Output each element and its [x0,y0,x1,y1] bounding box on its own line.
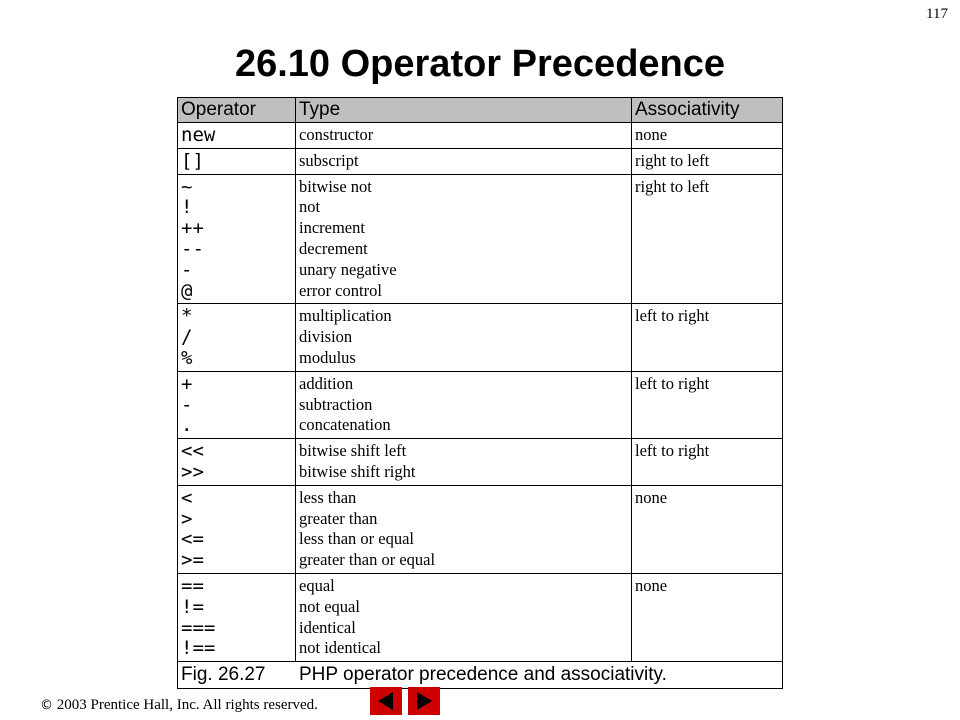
table-row [178,174,783,304]
page-number: 117 [926,6,948,22]
operator-symbol: ++ [181,217,204,240]
right-arrow-icon [408,687,440,715]
associativity-value: none [635,575,668,595]
operator-cell [178,439,296,486]
associativity-cell [632,123,783,149]
figure-caption-text: PHP operator precedence and associativity. [299,664,667,686]
copyright-text: 2003 Prentice Hall, Inc. All rights reserved. [56,697,318,713]
table-row [178,485,783,573]
table-row [178,439,783,486]
operator-symbol: -- [181,237,204,260]
slide-title: 26.10 Operator Precedence [234,43,726,85]
left-arrow-icon [370,687,402,715]
operator-type: bitwise not [299,176,372,196]
operator-symbol: / [181,326,193,349]
operator-symbol: !== [181,637,216,660]
operator-type: constructor [299,125,374,144]
associativity-cell [632,174,783,304]
previous-slide-button[interactable] [370,687,402,715]
associativity-value: left to right [635,306,710,326]
operator-symbol: % [181,346,193,369]
operator-cell [178,174,296,304]
operator-symbol: > [181,507,193,530]
associativity-cell [632,304,783,371]
associativity-value: right to left [635,150,710,170]
table-row [178,148,783,174]
table-row [178,304,783,371]
operator-type: subscript [299,150,359,170]
associativity-value: left to right [635,441,710,461]
operator-cell [178,371,296,438]
operator-type: division [299,327,353,347]
operator-type: less than [299,487,357,507]
operator-symbol: [] [181,149,204,172]
operator-symbol: * [181,305,193,328]
associativity-cell [632,148,783,174]
operator-symbol: === [181,616,216,639]
operator-type: bitwise shift left [299,441,407,461]
operator-type: modulus [299,347,356,367]
table-header-row [178,98,783,123]
type-cell [296,148,632,174]
operator-symbol: >= [181,549,204,572]
operator-type: bitwise shift right [299,461,416,481]
associativity-value: none [635,125,668,144]
operator-type: increment [299,218,365,238]
header-operator: Operator [178,98,296,123]
type-cell [296,371,632,438]
type-cell [296,123,632,149]
type-cell [296,439,632,486]
operator-type: decrement [299,238,368,258]
operator-cell [178,123,296,149]
operator-symbol: . [181,414,193,437]
operator-type: not identical [299,638,382,658]
operator-symbol: @ [181,279,193,302]
operator-cell [178,148,296,174]
table-row [178,123,783,149]
operator-cell [178,304,296,371]
operator-type: error control [299,280,382,300]
operator-type: not equal [299,596,360,616]
operator-precedence-table [177,97,783,689]
table-row [178,573,783,661]
operator-cell [178,573,296,661]
associativity-value: none [635,487,668,507]
figure-caption [178,662,783,689]
operator-type: greater than or equal [299,550,436,570]
type-cell [296,174,632,304]
table-body [178,123,783,662]
copyright-notice [40,697,318,714]
operator-symbol: <= [181,528,204,551]
associativity-value: right to left [635,176,710,196]
operator-type: addition [299,373,354,393]
operator-type: less than or equal [299,529,415,549]
operator-type: unary negative [299,259,397,279]
operator-type: equal [299,575,335,595]
associativity-cell [632,573,783,661]
header-type: Type [296,98,632,123]
operator-type: identical [299,617,356,637]
figure-caption-row [178,662,783,689]
associativity-cell [632,439,783,486]
operator-symbol: < [181,486,193,509]
type-cell [296,485,632,573]
header-associativity: Associativity [632,98,783,123]
copyright-symbol: © [40,698,53,713]
type-cell [296,573,632,661]
associativity-value: left to right [635,373,710,393]
associativity-cell [632,371,783,438]
operator-symbol: + [181,372,193,395]
operator-type: greater than [299,508,378,528]
operator-type: not [299,197,321,217]
operator-symbol: != [181,595,204,618]
operator-symbol: new [181,124,216,146]
operator-symbol: - [181,393,193,416]
associativity-cell [632,485,783,573]
operator-symbol: == [181,574,204,597]
operator-symbol: ! [181,196,193,219]
figure-label: Fig. 26.27 [181,664,266,686]
operator-type: subtraction [299,394,373,414]
type-cell [296,304,632,371]
operator-type: concatenation [299,415,391,435]
operator-symbol: ~ [181,175,193,198]
operator-symbol: >> [181,460,204,483]
operator-type: multiplication [299,306,392,326]
next-slide-button[interactable] [408,687,440,715]
operator-precedence-table-wrap [177,97,782,689]
operator-symbol: << [181,440,204,463]
operator-symbol: - [181,258,193,281]
table-row [178,371,783,438]
operator-cell [178,485,296,573]
